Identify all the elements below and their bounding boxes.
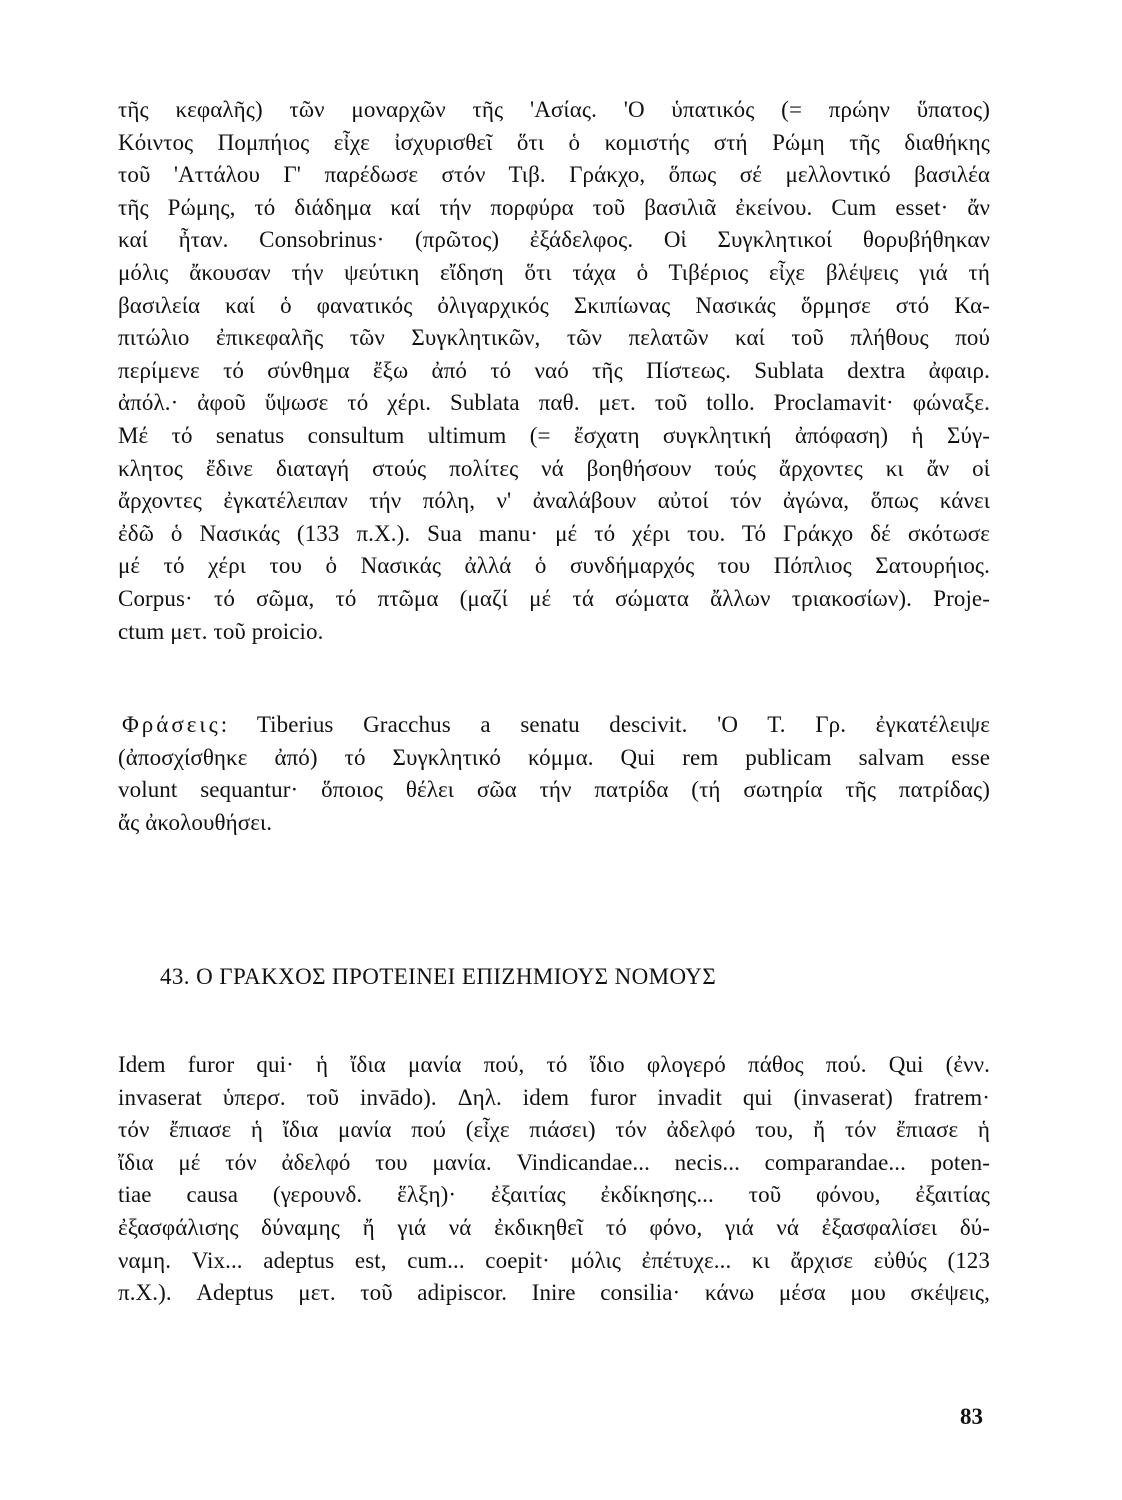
text-line: ἀπόλ.· ἀφοῦ ὕψωσε τό χέρι. Sublata παθ. μετ. τοῦ tollo. Proclamavit· φώναξε. <box>118 390 990 416</box>
text-line: ἐξασφάλισης δύναμης ἤ γιά νά ἐκδικηθεῖ τό φόνο, γιά νά ἐξασφαλίσει δύ- <box>118 1214 990 1240</box>
text-line: Corpus· τό σῶμα, τό πτῶμα (μαζί μέ τά σώματα ἄλλων τριακοσίων). Proje- <box>118 585 990 611</box>
text-line: τόν ἔπιασε ἡ ἴδια μανία πού (εἶχε πιάσει) τόν ἀδελφό του, ἤ τόν ἔπιασε ἡ <box>118 1117 990 1143</box>
text-line: Μέ τό senatus consultum ultimum (= ἔσχατη συγκλητική ἀπόφαση) ἡ Σύγ- <box>118 422 990 448</box>
text-line: ἄρχοντες ἐγκατέλειπαν τήν πόλη, ν' ἀναλάβουν αὐτοί τόν ἀγώνα, ὅπως κάνει <box>118 488 990 514</box>
text-line: ἐδῶ ὁ Νασικάς (133 π.Χ.). Sua manu· μέ τό χέρι του. Τό Γράκχο δέ σκότωσε <box>118 520 990 546</box>
phrases-paragraph <box>118 709 990 839</box>
text-line: (ἀποσχίσθηκε ἀπό) τό Συγκλητικό κόμμα. Qui rem publicam salvam esse <box>118 744 990 770</box>
text-line: Idem furor qui· ἡ ἴδια μανία πού, τό ἴδιο φλογερό πάθος πού. Qui (ἐνν. <box>118 1052 990 1077</box>
text-line: πιτώλιο ἐπικεφαλῆς τῶν Συγκλητικῶν, τῶν πελατῶν καί τοῦ πλήθους πού <box>118 325 990 351</box>
text-line: Κόιντος Πομπήιος εἶχε ἰσχυρισθεῖ ὅτι ὁ κομιστής στή Ρώμη τῆς διαθήκης <box>118 129 990 155</box>
text-line: invaserat ὑπερσ. τοῦ invādo). Δηλ. idem furor invadit qui (invaserat) fratrem· <box>118 1084 990 1110</box>
text-line: : Tiberius Gracchus a senatu descivit. 'Ο Τ. Γρ. ἐγκατέλειψε <box>220 712 990 737</box>
text-line: περίμενε τό σύνθημα ἔξω ἀπό τό ναό τῆς Πίστεως. Sublata dextra ἀφαιρ. <box>118 357 990 383</box>
text-line: ναμη. Vix... adeptus est, cum... coepit· μόλις ἐπέτυχε... κι ἄρχισε εὐθύς (123 <box>118 1247 990 1273</box>
text-line: ctum μετ. τοῦ proicio. <box>118 618 324 644</box>
section-heading: 43. Ο ΓΡΑΚΧΟΣ ΠΡΟΤΕΙΝΕΙ ΕΠΙΖΗΜΙΟΥΣ ΝΟΜΟΥΣ <box>160 964 717 989</box>
text-line: ἄς ἀκολουθήσει. <box>118 809 273 835</box>
phrases-label: Φράσεις <box>122 712 221 737</box>
text-line: βασιλεία καί ὁ φανατικός ὀλιγαρχικός Σκιπίωνας Νασικάς ὅρμησε στό Κα- <box>118 292 990 318</box>
commentary-paragraph-3 <box>118 1049 990 1310</box>
text-line: τοῦ 'Αττάλου Γ' παρέδωσε στόν Τιβ. Γράκχο, ὅπως σέ μελλοντικό βασιλέα <box>118 162 990 188</box>
page-number: 83 <box>960 1404 983 1429</box>
phrases-first-line <box>118 709 990 742</box>
text-line: κλητος ἔδινε διαταγή στούς πολίτες νά βοηθήσουν τούς ἄρχοντες κι ἄν οἱ <box>118 455 990 481</box>
text-line: tiae causa (γερουνδ. ἕλξη)· ἐξαιτίας ἐκδίκησης... τοῦ φόνου, ἐξαιτίας <box>118 1182 990 1208</box>
text-line: καί ἦταν. Consobrinus· (πρῶτος) ἐξάδελφος. Οἱ Συγκλητικοί θορυβήθηκαν <box>118 227 990 253</box>
text-line: μέ τό χέρι του ὁ Νασικάς ἀλλά ὁ συνδήμαρχός του Πόπλιος Σατουρήιος. <box>118 553 990 579</box>
text-line: μόλις ἄκουσαν τήν ψεύτικη εἴδηση ὅτι τάχα ὁ Τιβέριος εἶχε βλέψεις γιά τή <box>118 259 990 285</box>
text-line: volunt sequantur· ὅποιος θέλει σῶα τήν πατρίδα (τή σωτηρία τῆς πατρίδας) <box>118 777 990 803</box>
text-line: π.Χ.). Adeptus μετ. τοῦ adipiscor. Inire consilia· κάνω μέσα μου σκέψεις, <box>118 1280 990 1306</box>
commentary-paragraph-1 <box>118 94 990 648</box>
text-line: τῆς Ρώμης, τό διάδημα καί τήν πορφύρα τοῦ βασιλιᾶ ἐκείνου. Cum esset· ἄν <box>118 194 990 220</box>
text-line: τῆς κεφαλῆς) τῶν μοναρχῶν τῆς 'Ασίας. 'Ο ὑπατικός (= πρώην ὕπατος) <box>118 97 990 122</box>
text-line: ἴδια μέ τόν ἀδελφό του μανία. Vindicandae... necis... comparandae... poten- <box>118 1149 990 1175</box>
